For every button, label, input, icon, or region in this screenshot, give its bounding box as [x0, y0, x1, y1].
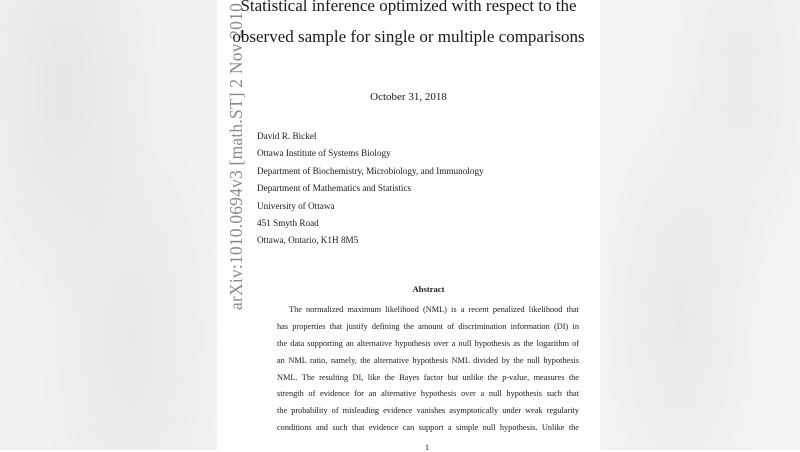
abstract-text [277, 302, 579, 437]
paper-title-line-1: Statistical inference optimized with respect to the [240, 0, 577, 15]
abstract-line: The normalized maximum likelihood (NML) is a recent penalized likelihood that [289, 305, 579, 314]
abstract-line: the probability of misleading evidence vanishes asymptotically under weak regularity [277, 406, 579, 416]
author-affiliation-block [257, 128, 484, 250]
affiliation-line: Ottawa, Ontario, K1H 8M5 [257, 235, 359, 246]
abstract-line: NML. The resulting DI, like the Bayes factor but unlike the p-value, measures the [277, 372, 579, 382]
page-number: 1 [424, 442, 430, 452]
abstract-heading: Abstract [412, 284, 445, 294]
affiliation-line: 451 Smyth Road [257, 217, 319, 228]
affiliation-line: Ottawa Institute of Systems Biology [257, 148, 391, 159]
arxiv-identifier-stamp: arXiv:1010.0694v3 [math.ST] 2 Nov 2010 [226, 2, 246, 310]
blurred-background-left [0, 0, 217, 450]
blurred-background-right [600, 0, 800, 450]
paper-title-line-2: observed sample for single or multiple comparisons [232, 27, 585, 46]
author-name: David R. Bickel [257, 131, 317, 141]
affiliation-line: Department of Biochemistry, Microbiology, and Immunology [257, 165, 484, 176]
affiliation-line: Department of Mathematics and Statistics [257, 183, 412, 194]
abstract-line: has properties that justify defining the amount of discrimination information (DI) in [277, 321, 579, 331]
paper-date: October 31, 2018 [370, 91, 447, 103]
abstract-line: strength of evidence for an alternative hypothesis over a null hypothesis such that [277, 389, 579, 399]
abstract-line: conditions and such that evidence can support a simple null hypothesis. Unlike the [277, 423, 579, 433]
abstract-line: an NML ratio, namely, the alternative hypothesis NML divided by the null hypothesis [277, 355, 579, 365]
affiliation-line: University of Ottawa [257, 200, 335, 211]
abstract-line: the data supporting an alternative hypothesis over a null hypothesis as the logarithm of [277, 338, 579, 348]
